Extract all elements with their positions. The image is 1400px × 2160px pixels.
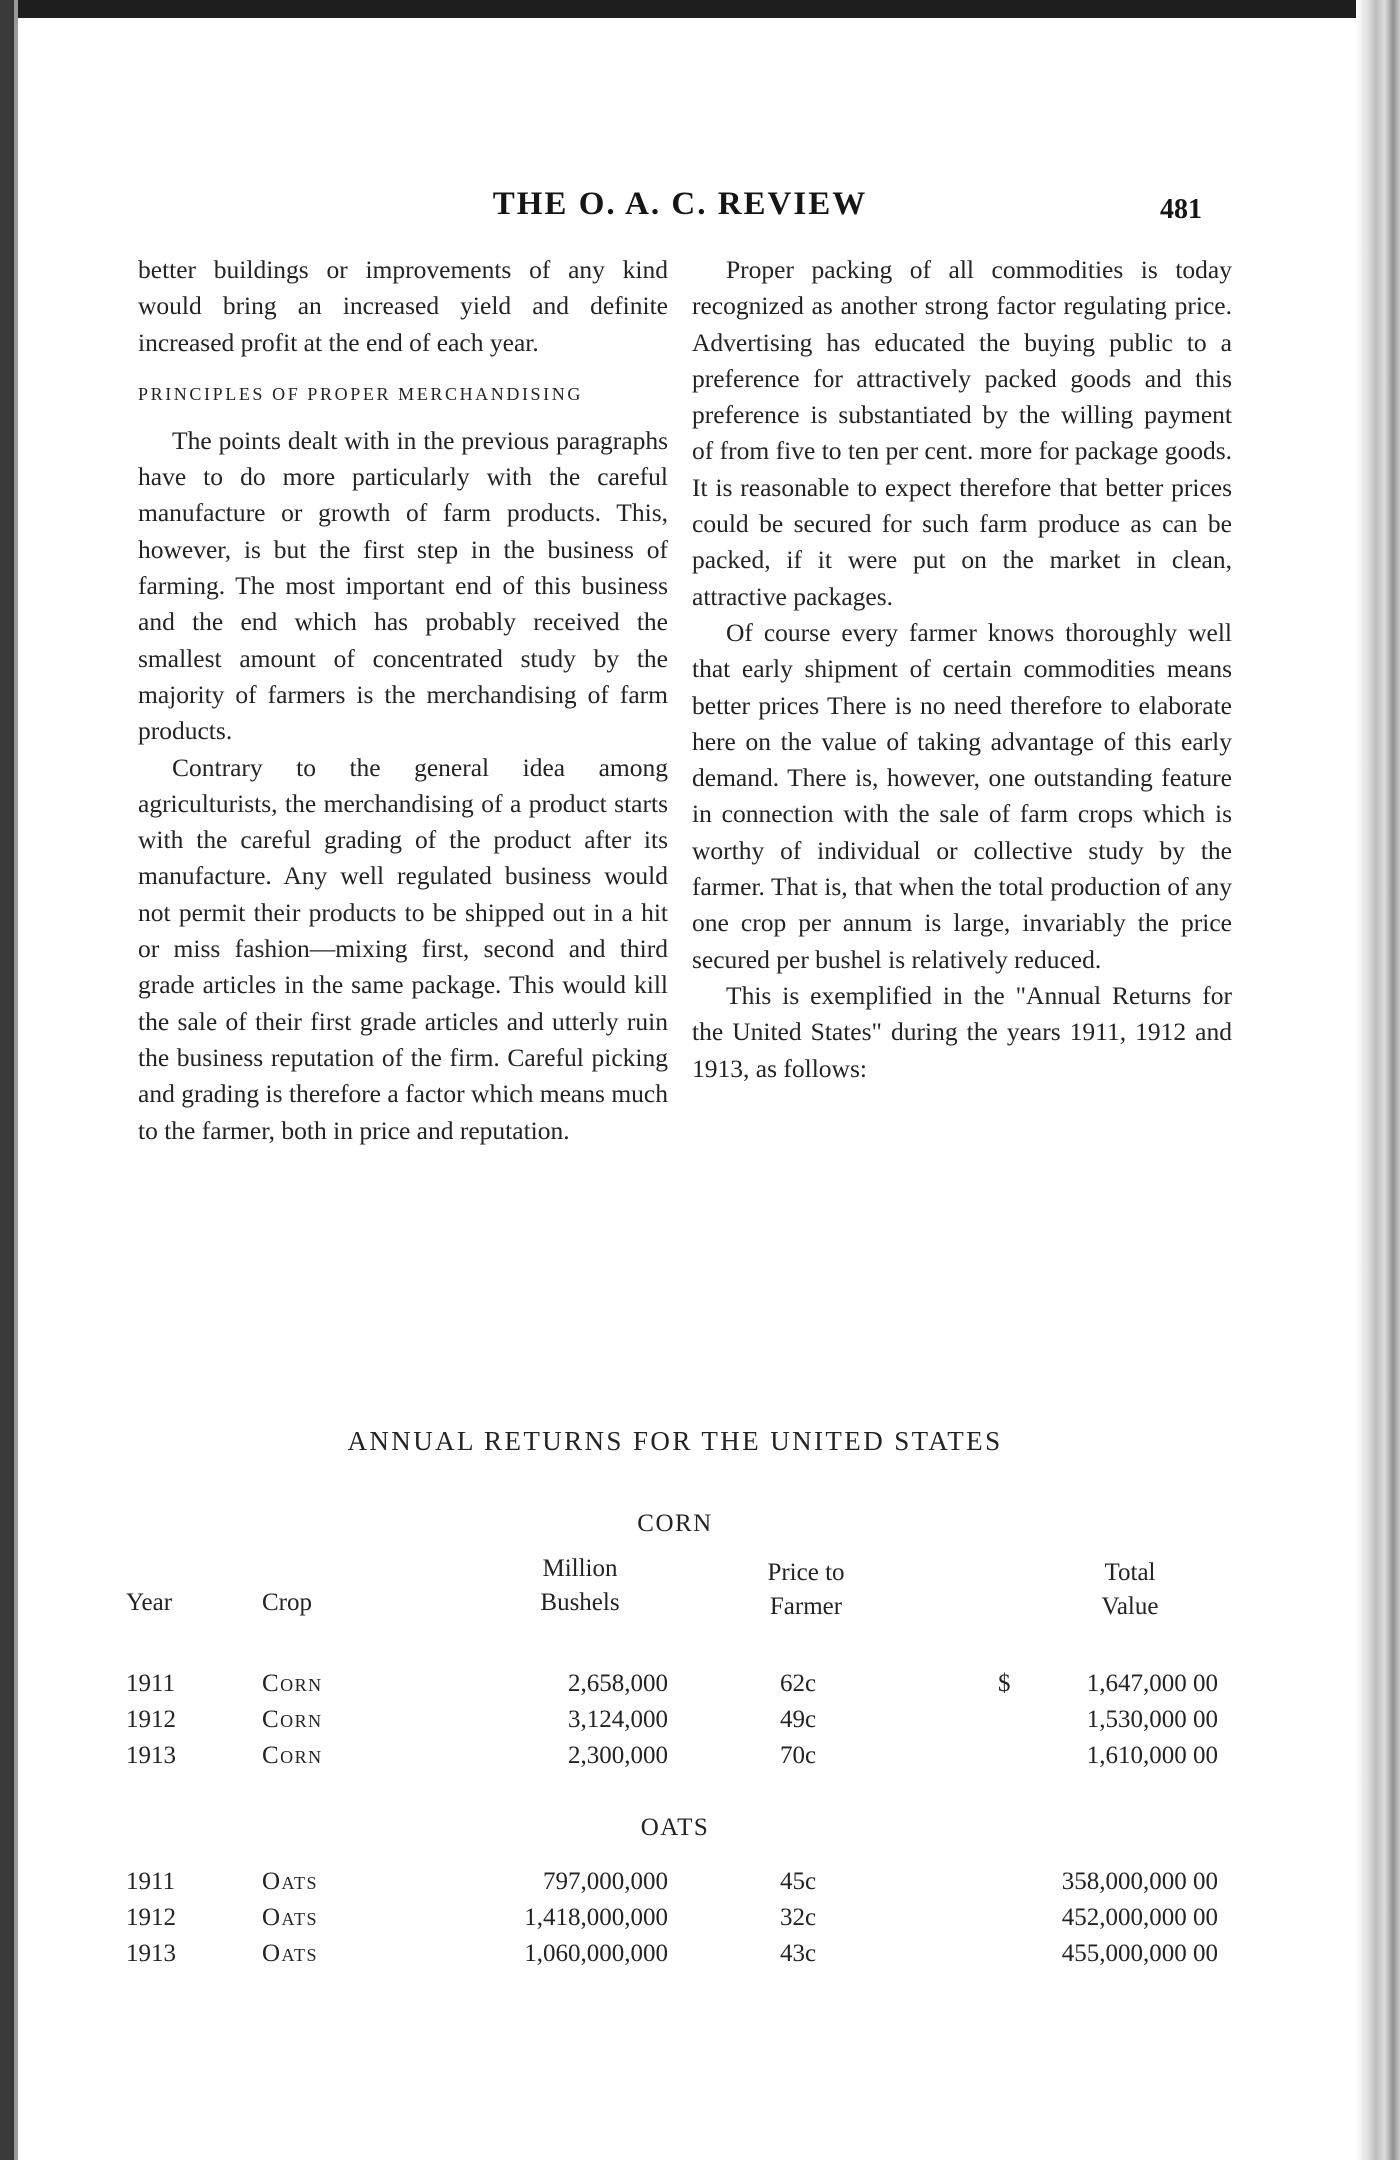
right-column (692, 252, 1232, 1087)
cell-bushels: 2,658,000 (568, 1670, 668, 1697)
cell-year: 1911 (126, 1868, 176, 1895)
column-header-label: Crop (262, 1589, 312, 1616)
table-row (120, 1706, 1230, 1742)
cell-price: 45c (780, 1868, 817, 1895)
column-header-bushels (500, 1552, 660, 1620)
column-header-label: Farmer (769, 1593, 843, 1620)
cell-year: 1912 (126, 1706, 176, 1733)
column-header-label: Year (126, 1589, 173, 1616)
column-header-label: Bushels (540, 1589, 620, 1616)
cell-value: 452,000,000 00 (1061, 1904, 1218, 1931)
column-header-label: Price to (767, 1559, 845, 1586)
column-header-label: Value (1101, 1593, 1159, 1620)
table-row (120, 1670, 1230, 1706)
cell-crop: Oats (262, 1868, 319, 1895)
column-header-crop (262, 1586, 362, 1620)
cell-price: 70c (780, 1742, 817, 1769)
cell-crop: Oats (262, 1940, 319, 1967)
column-header-year (126, 1586, 206, 1620)
paragraph: better buildings or improvements of any kind would bring an increased yield and definite increased profit at the end of each year. (138, 255, 668, 357)
column-header-value (1060, 1556, 1200, 1624)
cell-bushels: 3,124,000 (568, 1706, 668, 1733)
paragraph: The points dealt with in the previous paragraphs have to do more particularly with the careful manufacture or growth of farm products. This, however, is but the first step in the business of farming. The most important end of this business and the end which has probably received the smallest amount of concentrated study by the majority of farmers is the merchandising of farm products. (138, 425, 668, 746)
page-number: 481 (1160, 194, 1202, 225)
table-row (120, 1868, 1230, 1904)
crop-section-heading: OATS (640, 1814, 710, 1841)
cell-bushels: 2,300,000 (568, 1742, 668, 1769)
cell-crop: Corn (262, 1706, 323, 1733)
cell-price: 32c (780, 1904, 817, 1931)
cell-crop: Corn (262, 1670, 323, 1697)
cell-year: 1913 (126, 1742, 176, 1769)
paragraph: Contrary to the general idea among agriculturists, the merchandising of a product starts with the careful grading of the product after its manufacture. Any well regulated business would not permit their products to be shipped out in a hit or miss fashion—mixing first, second and third grade articles in the same package. This would kill the sale of their first grade articles and utterly ruin the business reputation of the firm. Careful picking and grading is therefore a factor which means much to the farmer, both in price and reputation. (138, 752, 668, 1145)
journal-title: THE O. A. C. REVIEW (492, 186, 868, 222)
paragraph: This is exemplified in the "Annual Returns for the United States" during the years 1911, 1912 and 1913, as follows: (692, 980, 1232, 1083)
table-title: ANNUAL RETURNS FOR THE UNITED STATES (347, 1426, 1003, 1456)
paragraph: Proper packing of all commodities is today recognized as another strong factor regulating price. Advertising has educated the buying public to a preference for attractively packed goods and this preference is substantiated by the willing payment of from five to ten per cent. more for package goods. It is reasonable to expect therefore that better prices could be secured for such farm produce as can be packed, if it were put on the market in clean, attractive packages. (692, 255, 1232, 611)
cell-crop: Corn (262, 1742, 323, 1769)
cell-bushels: 797,000,000 (543, 1868, 668, 1895)
cell-value: 1,610,000 00 (1086, 1742, 1218, 1769)
table-row (120, 1742, 1230, 1778)
column-header-label: Total (1104, 1559, 1156, 1586)
cell-value: 358,000,000 00 (1061, 1868, 1218, 1895)
cell-year: 1911 (126, 1670, 176, 1697)
cell-price: 43c (780, 1940, 817, 1967)
left-column (138, 252, 668, 1149)
cell-value: 1,530,000 00 (1086, 1706, 1218, 1733)
currency-symbol: $ (998, 1670, 1011, 1697)
table-row (120, 1904, 1230, 1940)
cell-value: 455,000,000 00 (1061, 1940, 1218, 1967)
cell-bushels: 1,418,000,000 (524, 1904, 668, 1931)
column-header-price (736, 1556, 876, 1624)
cell-crop: Oats (262, 1904, 319, 1931)
cell-price: 62c (780, 1670, 817, 1697)
cell-year: 1912 (126, 1904, 176, 1931)
section-heading: PRINCIPLES OF PROPER MERCHANDISING (138, 383, 583, 404)
paragraph: Of course every farmer knows thoroughly well that early shipment of certain commodities means better prices There is no need therefore to elaborate here on the value of taking advantage of this early demand. There is, however, one outstanding feature in connection with the sale of farm crops which is worthy of individual or collective study by the farmer. That is, that when the total production of any one crop per annum is large, invariably the price secured per bushel is relatively reduced. (692, 617, 1232, 974)
table-row (120, 1940, 1230, 1976)
column-header-label: Million (542, 1555, 618, 1582)
cell-price: 49c (780, 1706, 817, 1733)
cell-value: 1,647,000 00 (1086, 1670, 1218, 1697)
cell-bushels: 1,060,000,000 (524, 1940, 668, 1967)
crop-section-heading: CORN (637, 1510, 713, 1537)
cell-year: 1913 (126, 1940, 176, 1967)
running-header (0, 186, 1350, 236)
